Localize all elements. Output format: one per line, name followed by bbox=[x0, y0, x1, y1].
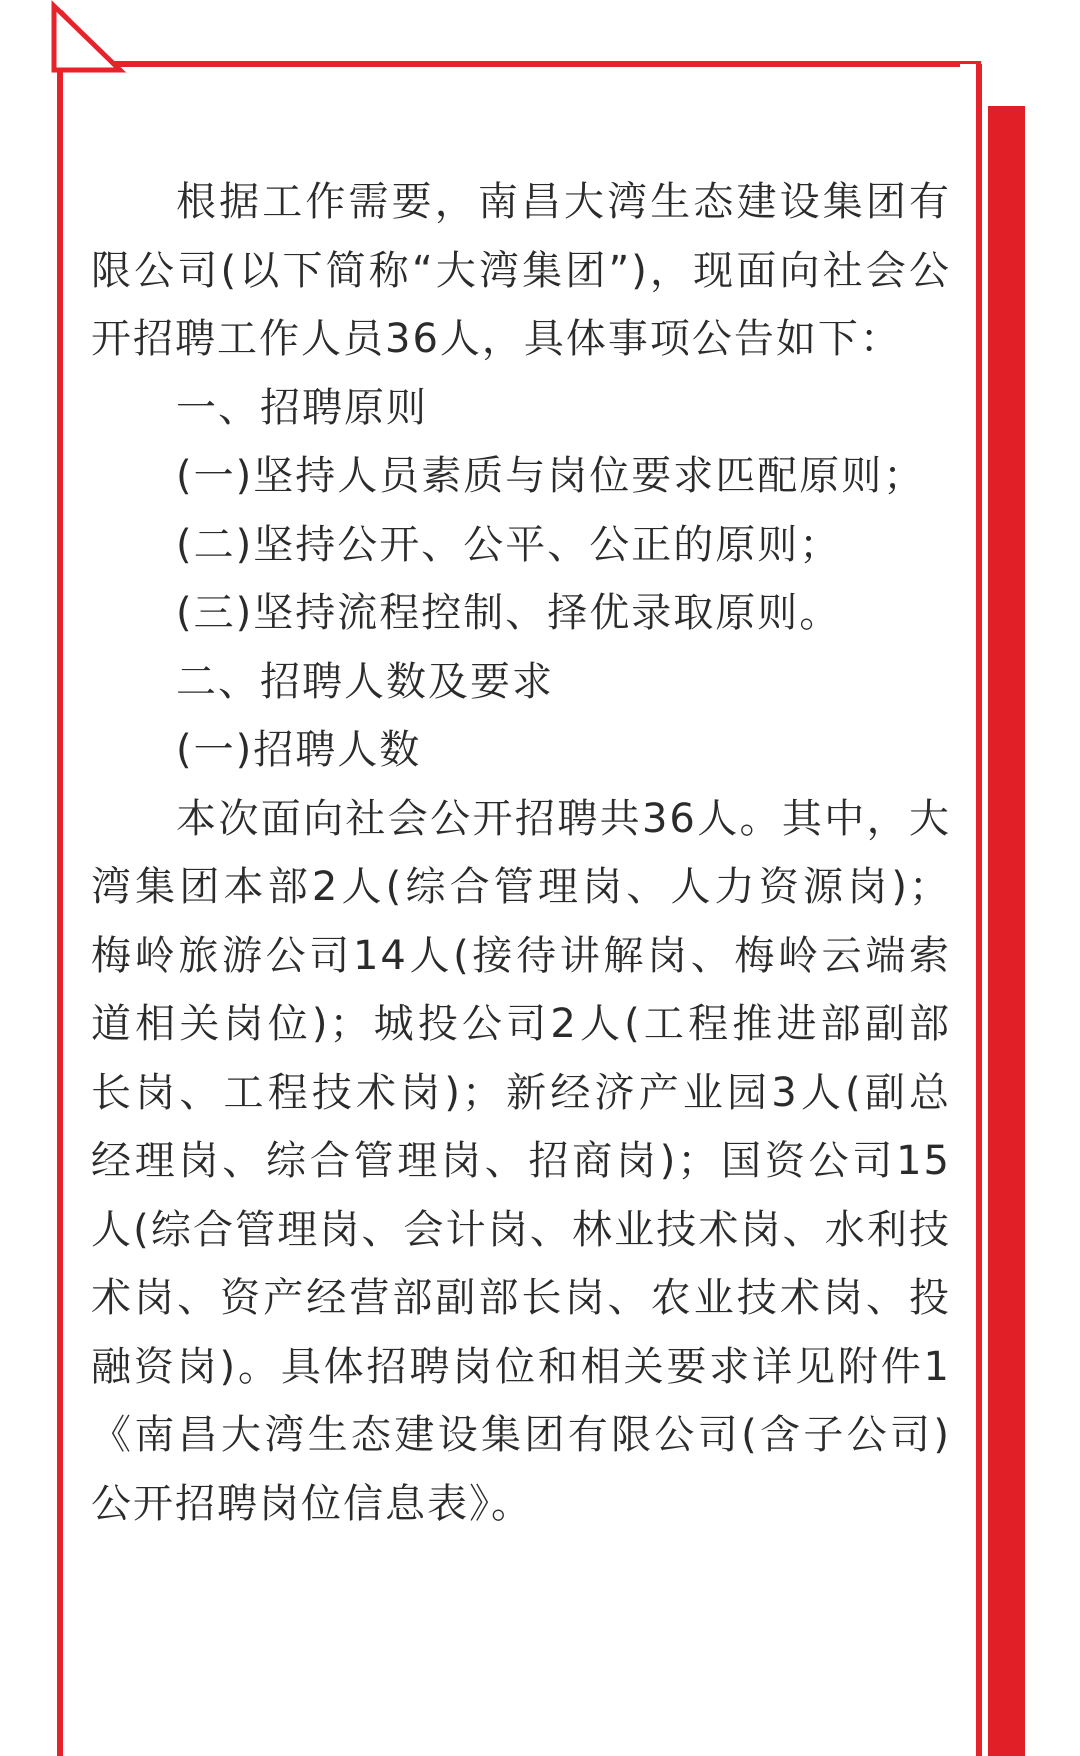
subsection-heading-count: (一)招聘人数 bbox=[176, 727, 422, 773]
intro-paragraph: 根据工作需要，南昌大湾生态建设集团有限公司(以下简称“大湾集团”)，现面向社会公开招聘工作人员36人，具体事项公告如下： bbox=[91, 179, 951, 362]
section-heading-numbers: 二、招聘人数及要求 bbox=[176, 658, 554, 705]
principle-item-1: (一)坚持人员素质与岗位要求匹配原则； bbox=[176, 453, 926, 499]
frame-corner-accent bbox=[54, 6, 120, 70]
principle-item-3: (三)坚持流程控制、择优录取原则。 bbox=[176, 590, 842, 636]
principle-item-2: (二)坚持公开、公平、公正的原则； bbox=[176, 521, 842, 568]
frame-right-shadow bbox=[988, 106, 1025, 1756]
frame-right-inner bbox=[960, 64, 978, 1756]
recruitment-detail-paragraph: 本次面向社会公开招聘共36人。其中，大湾集团本部2人(综合管理岗、人力资源岗)；梅岭旅游公司14人(接待讲解岗、梅岭云端索道相关岗位)；城投公司2人(工程推进部副部长岗、工程技术岗)；新经济产业园3人(副总经理岗、综合管理岗、招商岗)；国资公司15人(综合管理岗、会计岗、林业技术岗、水利技术岗、资产经营部副部长岗、农业技术岗、投融资岗)。具体招聘岗位和相关要求详见附件1《南昌大湾生态建设集团有限公司(含子公司)公开招聘岗位信息表》。 bbox=[91, 795, 951, 1527]
section-heading-principles: 一、招聘原则 bbox=[176, 384, 428, 431]
announcement-body bbox=[91, 168, 951, 1538]
